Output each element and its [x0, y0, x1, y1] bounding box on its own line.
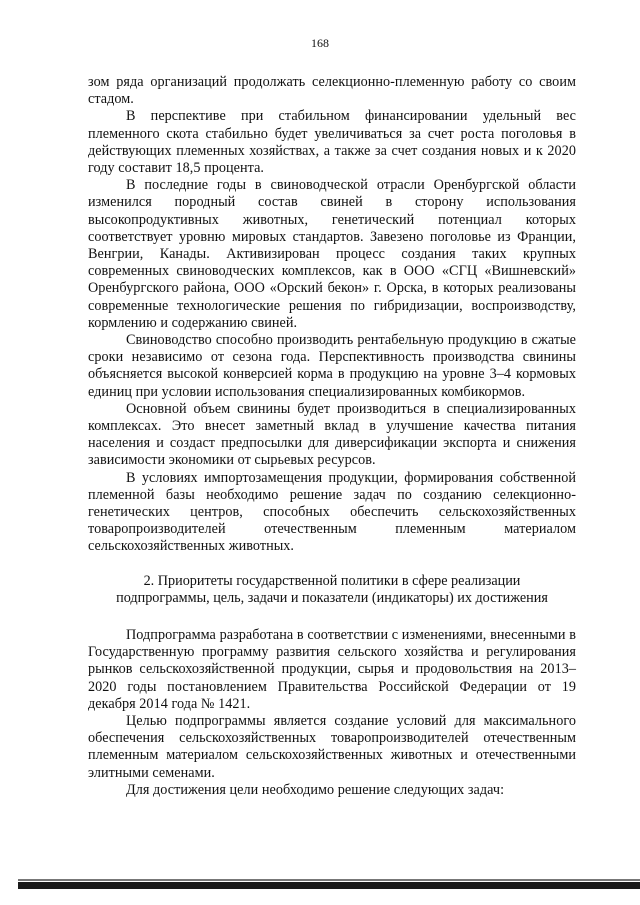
- paragraph-continuation: зом ряда организаций продолжать селекционно-племенную работу со своим стадом.: [88, 74, 576, 108]
- paragraph-pig-breeding-changes: В последние годы в свиноводческой отрасли Оренбургской области изменился породный состав свиней в сторону использования высокопродуктивных животных, генетический потенциал которых соответствует уровню мировых стандартов. Завезено поголовье из Франции, Венгрии, Канады. Активизирован процесс создания таких крупных современных свиноводческих комплексов, как в ООО «СГЦ «Вишневский» Оренбургского района, ООО «Орский бекон» г. Орска, в которых реализованы современные технологические решения по гибридизации, воспроизводству, кормлению и содержанию свиней.: [88, 177, 576, 331]
- heading-line-2: подпрограммы, цель, задачи и показатели (индикаторы) их достижения: [116, 590, 548, 607]
- scan-bottom-bar: [18, 882, 640, 889]
- paragraph-breeding-stock-share: В перспективе при стабильном финансировании удельный вес племенного скота стабильно будет увеличиваться за счет роста поголовья в действующих племенных хозяйствах, а также за счет создания новых и к 2020 году составит 18,5 процента.: [88, 108, 576, 177]
- section-heading: [88, 573, 576, 607]
- body-section-2: [88, 627, 576, 799]
- heading-line-1: 2. Приоритеты государственной политики в сфере реализации: [143, 573, 521, 589]
- paragraph-subprogram-basis: Подпрограмма разработана в соответствии с изменениями, внесенными в Государственную программу развития сельского хозяйства и регулирования рынков сельскохозяйственной продукции, сырья и продовольствия на 2013–2020 годы постановлением Правительства Российской Федерации от 19 декабря 2014 года № 1421.: [88, 627, 576, 712]
- paragraph-pork-production: Основной объем свинины будет производиться в специализированных комплексах. Это внесет заметный вклад в улучшение качества питания населения и создаст предпосылки для диверсификации экспорта и снижения зависимости экономики от сырьевых ресурсов.: [88, 400, 576, 469]
- paragraph-import-substitution: В условиях импортозамещения продукции, формирования собственной племенной базы необходимо решение задач по созданию селекционно-генетических центров, способных обеспечить сельскохозяйственных товаропроизводителей отечественным племенным материалом сельскохозяйственных животных.: [88, 469, 576, 555]
- paragraph-tasks-intro: Для достижения цели необходимо решение следующих задач:: [126, 781, 505, 798]
- scan-edge-line: [18, 879, 640, 881]
- paragraph-pig-profitability: Свиноводство способно производить рентабельную продукцию в сжатые сроки независимо от сезона года. Перспективность производства свинины объясняется высокой конверсией корма в продукцию на уровне 3–4 кормовых единиц при условии использования специализированных комбикормов.: [88, 332, 576, 400]
- page-number: 168: [311, 36, 329, 50]
- paragraph-subprogram-goal: Целью подпрограммы является создание условий для максимального обеспечения сельскохозяйственных товаропроизводителей отечественным племенным материалом сельскохозяйственных животных и отечественными элитными семенами.: [88, 713, 576, 781]
- body-section-1: [88, 74, 576, 556]
